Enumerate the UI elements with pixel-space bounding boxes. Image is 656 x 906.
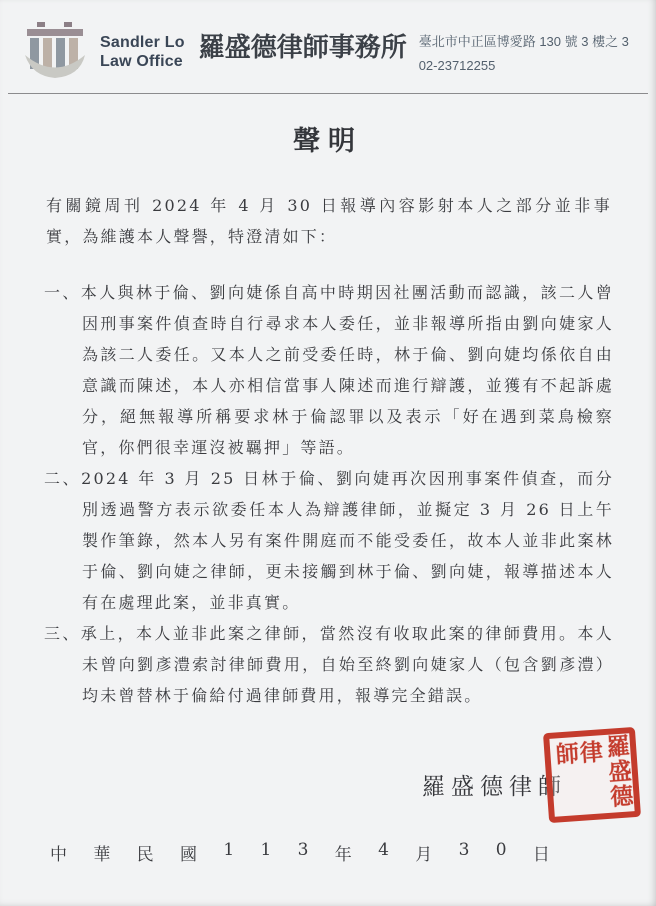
- date-char: 3: [297, 840, 309, 860]
- letterhead-divider: [8, 93, 648, 94]
- firm-name-chinese: 羅盛德律師事務所: [198, 32, 407, 62]
- lawyer-seal-stamp: [543, 727, 641, 823]
- statement-item-1-marker: 一、: [44, 283, 81, 303]
- statement-item-1-text: 本人與林于倫、劉向婕係自高中時期因社團活動而認識，該二人曾因刑事案件偵查時自行尋求本人委任，並非報導所指由劉向婕家人為該二人委任。又本人之前受委任時，林于倫、劉向婕均係依自由意識而陳述，本人亦相信當事人陳述而進行辯護，並獲有不起訴處分，絕無報導所稱要求林于倫認罪以及表示「好在遇到菜鳥檢察官，你們很幸運沒被羈押」等語。: [80, 283, 614, 458]
- column-pillars-icon: [24, 22, 88, 80]
- signature-block: [0, 722, 656, 832]
- statement-item-2: [44, 463, 614, 618]
- firm-name-english-line1: Sandler Lo: [100, 34, 185, 51]
- statement-item-3: [44, 618, 614, 711]
- firm-name-english-line2: Law Office: [100, 52, 183, 70]
- firm-contact-info: [419, 30, 629, 78]
- date-char: 華: [93, 845, 111, 865]
- statement-item-1: [44, 277, 614, 463]
- letterhead: [0, 0, 656, 80]
- intro-paragraph: 有關鏡周刊 2024 年 4 月 30 日報導內容影射本人之部分並非事實，為維護本人聲譽，特澄清如下：: [46, 196, 612, 247]
- signature-name: 羅盛德律師: [422, 774, 567, 800]
- firm-phone: 02-23712255: [418, 58, 496, 74]
- date-char: 1: [223, 840, 235, 860]
- law-firm-logo: [24, 22, 88, 80]
- date-char: 月: [415, 845, 433, 865]
- date-char: 年: [334, 845, 352, 865]
- seal-left-column-text: 律師: [551, 739, 605, 782]
- statement-items: [44, 277, 614, 711]
- statement-item-2-marker: 二、: [44, 469, 82, 489]
- date-char: 中: [50, 845, 67, 865]
- date-char: 日: [532, 845, 550, 865]
- date-char: 民: [136, 845, 154, 865]
- document-title: 聲明: [293, 126, 363, 157]
- date-char: 3: [458, 840, 470, 860]
- date-char: 1: [260, 840, 272, 860]
- statement-item-2-text: 2024 年 3 月 25 日林于倫、劉向婕再次因刑事案件偵查，而分別透過警方表示欲委任本人為辯護律師，並擬定 3 月 26 日上午製作筆錄，然本人另有案件開庭而不能受委任，故本人並非此案林于倫、劉向婕之律師，更未接觸到林于倫、劉向婕，報導描述本人有在處理此案，並非真實。: [81, 469, 614, 613]
- firm-address: 臺北市中正區博愛路 130 號 3 樓之 3: [418, 34, 629, 49]
- firm-name-english: [100, 34, 185, 72]
- date-char: 國: [179, 845, 197, 865]
- statement-item-3-text: 承上，本人並非此案之律師，當然沒有收取此案的律師費用。本人未曾向劉彥澧索討律師費用，自始至終劉向婕家人（包含劉彥澧）均未曾替林于倫給付過律師費用，報導完全錯誤。: [80, 624, 614, 706]
- statement-item-3-marker: 三、: [44, 624, 81, 644]
- seal-right-column-text: 羅盛德: [601, 733, 635, 811]
- date-line: [50, 840, 550, 865]
- date-char: 0: [495, 840, 507, 860]
- date-char: 4: [378, 840, 389, 860]
